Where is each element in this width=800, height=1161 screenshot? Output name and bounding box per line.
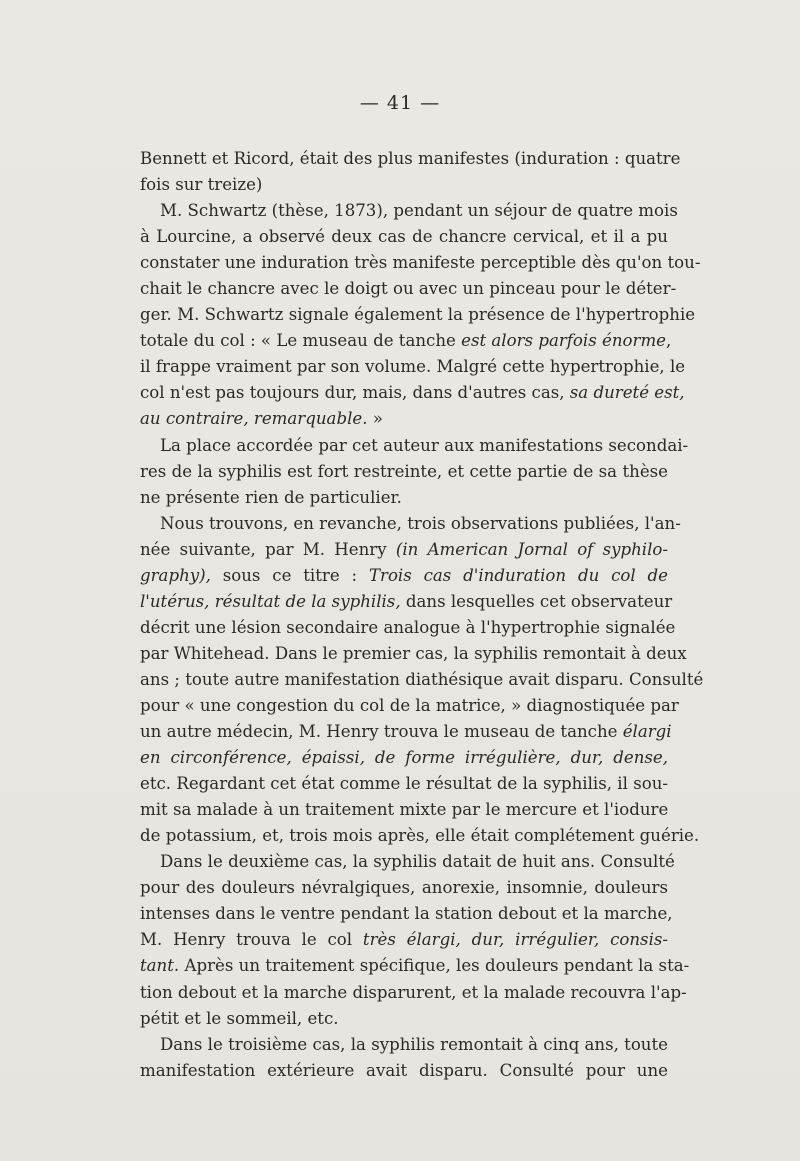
text-line — [140, 693, 679, 719]
italic-text: graphy), — [140, 565, 211, 585]
text-segment: res de la syphilis est fort restreinte, et cette partie de sa thèse — [140, 461, 668, 481]
text-segment: totale du col : « Le museau de tanche — [140, 331, 462, 351]
text-segment: intenses dans le ventre pendant la station debout et la marche, — [140, 904, 673, 924]
text-line — [140, 146, 681, 172]
text-line — [140, 953, 690, 979]
italic-text: est alors parfois énorme — [461, 331, 666, 351]
text-segment: ne présente rien de particulier. — [140, 487, 402, 507]
text-line — [140, 1058, 668, 1084]
text-segment: manifestation extérieure avait disparu. Consulté pour une — [140, 1060, 668, 1080]
italic-text: tant. — [140, 956, 180, 976]
italic-text: très élargi, dur, irrégulier, consis- — [362, 930, 668, 950]
text-line — [140, 797, 668, 823]
italic-text: en circonférence, épaissi, de forme irrégulière, dur, dense, — [140, 748, 668, 768]
text-segment: Nous trouvons, en revanche, trois observations publiées, l'an- — [160, 513, 681, 533]
text-line — [140, 1032, 668, 1058]
text-line — [140, 485, 668, 511]
text-line — [140, 224, 668, 250]
text-segment: il frappe vraiment par son volume. Malgré cette hypertrophie, le — [140, 357, 686, 377]
text-line — [140, 615, 676, 641]
text-segment: ans ; toute autre manifestation diathésique avait disparu. Consulté — [140, 669, 704, 689]
text-segment: pour des douleurs névralgiques, anorexie, insomnie, douleurs — [140, 878, 668, 898]
text-line — [140, 172, 668, 198]
page-number: — 41 — — [359, 92, 441, 114]
text-line — [140, 849, 675, 875]
text-line — [140, 563, 668, 589]
italic-text: élargi — [622, 722, 672, 742]
text-segment: par Whitehead. Dans le premier cas, la syphilis remontait à deux — [140, 643, 687, 663]
text-segment: La place accordée par cet auteur aux manifestations secondai- — [160, 435, 689, 455]
text-segment: sous ce titre : — [210, 565, 369, 585]
italic-text: sa dureté est, — [569, 383, 685, 403]
text-segment: pétit et le sommeil, etc. — [140, 1008, 339, 1028]
text-segment: chait le chancre avec le doigt ou avec un pinceau pour le déter- — [140, 279, 677, 299]
text-line — [140, 589, 673, 615]
text-line — [140, 980, 687, 1006]
text-line — [140, 537, 668, 563]
text-segment: Dans le deuxième cas, la syphilis datait de huit ans. Consulté — [160, 852, 675, 872]
text-line — [140, 823, 700, 849]
text-segment: , — [666, 331, 672, 351]
text-line — [140, 875, 668, 901]
text-segment: Après un traitement spécifique, les douleurs pendant la sta- — [179, 956, 690, 976]
text-segment: décrit une lésion secondaire analogue à l'hypertrophie signalée — [140, 617, 676, 637]
text-line — [140, 771, 668, 797]
text-line — [140, 667, 704, 693]
text-line — [140, 901, 673, 927]
text-line — [140, 406, 668, 432]
text-segment: dans lesquelles cet observateur — [400, 591, 673, 611]
text-line — [140, 745, 668, 771]
text-segment: tion debout et la marche disparurent, et la malade recouvra l'ap- — [140, 982, 687, 1002]
text-segment: fois sur treize) — [140, 175, 263, 195]
text-line — [140, 328, 672, 354]
text-segment: Dans le troisième cas, la syphilis remontait à cinq ans, toute — [160, 1034, 668, 1054]
text-segment: à Lourcine, a observé deux cas de chancre cervical, et il a pu — [140, 227, 668, 247]
text-line — [140, 198, 678, 224]
text-line — [140, 1006, 668, 1032]
text-line — [140, 276, 677, 302]
text-segment: M. Schwartz (thèse, 1873), pendant un séjour de quatre mois — [160, 201, 678, 221]
body-text — [140, 146, 704, 1084]
text-line — [140, 380, 685, 406]
text-line — [140, 459, 668, 485]
text-line — [140, 433, 689, 459]
text-segment: constater une induration très manifeste perceptible dès qu'on tou- — [140, 253, 701, 273]
text-segment: pour « une congestion du col de la matrice, » diagnostiquée par — [140, 695, 679, 715]
italic-text: au contraire, remarquable. — [140, 409, 368, 429]
text-segment: ger. M. Schwartz signale également la présence de l'hypertrophie — [140, 305, 696, 325]
text-segment: » — [367, 409, 383, 429]
italic-text: l'utérus, résultat de la syphilis, — [140, 591, 401, 611]
text-segment: née suivante, par M. Henry — [140, 539, 396, 559]
text-line — [140, 250, 701, 276]
text-segment: etc. Regardant cet état comme le résultat de la syphilis, il sou- — [140, 774, 668, 794]
text-line — [140, 927, 668, 953]
text-line — [140, 641, 687, 667]
text-segment: M. Henry trouva le col — [140, 930, 363, 950]
text-line — [140, 719, 672, 745]
text-segment: col n'est pas toujours dur, mais, dans d'autres cas, — [140, 383, 570, 403]
italic-text: (in American Jornal of syphilo- — [395, 539, 668, 559]
text-line — [140, 354, 686, 380]
italic-text: Trois cas d'induration du col de — [368, 565, 668, 585]
text-segment: un autre médecin, M. Henry trouva le museau de tanche — [140, 722, 623, 742]
text-line — [140, 302, 696, 328]
text-line — [140, 511, 681, 537]
text-segment: Bennett et Ricord, était des plus manifestes (induration : quatre — [140, 149, 681, 168]
text-segment: mit sa malade à un traitement mixte par le mercure et l'iodure — [140, 800, 669, 820]
text-segment: de potassium, et, trois mois après, elle était complétement guérie. — [140, 826, 700, 846]
